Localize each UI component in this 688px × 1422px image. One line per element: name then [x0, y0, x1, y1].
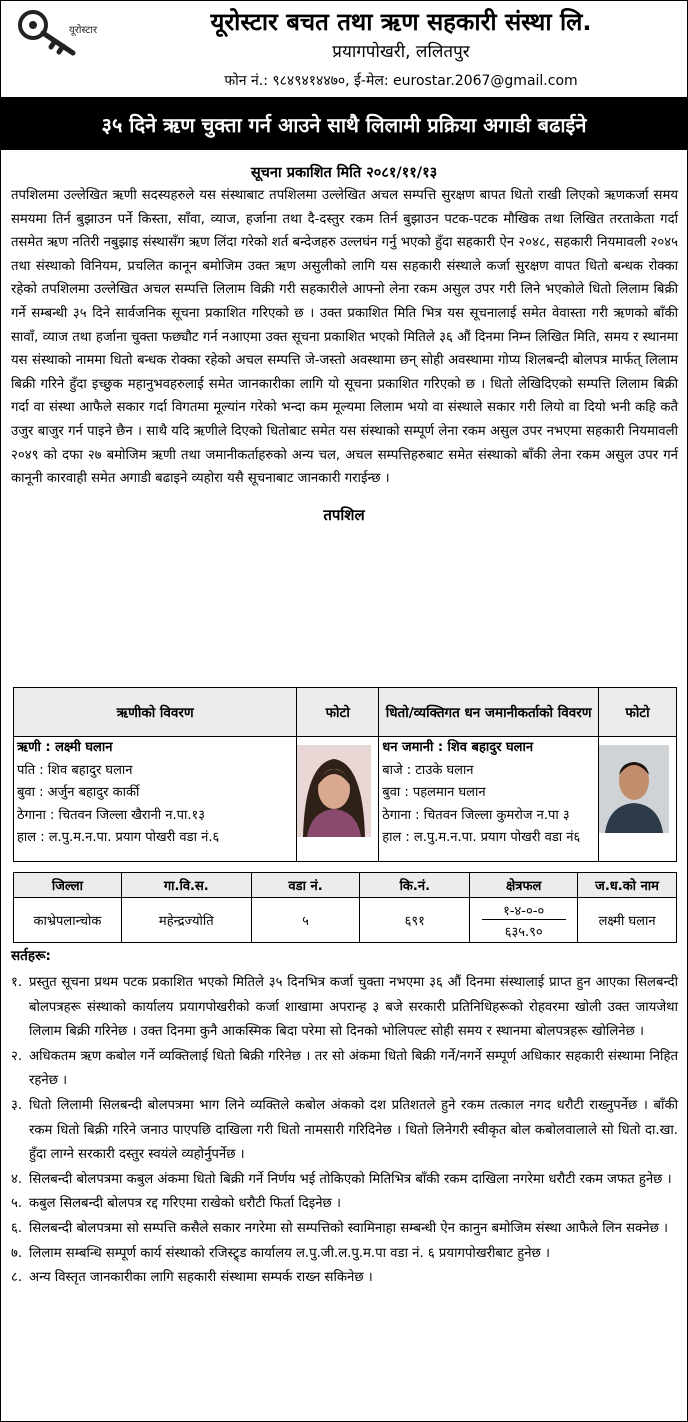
term-item: ५. कबुल सिलबन्दी बोलपत्र रद्द गरिएमा राखेको धरौटी फिर्ता दिइनेछ ।: [11, 1196, 341, 1212]
borrower-father: बुवा : अर्जुन बहादुर कार्की: [17, 785, 140, 800]
guarantor-current-address: हाल : ल.पु.म.न.पा. प्रयाग पोखरी वडा नं६: [382, 830, 581, 845]
borrower-photo: [297, 745, 371, 837]
guarantor-address: ठेगाना : चितवन जिल्ला कुमरोज न.पा ३: [382, 807, 570, 823]
guarantor-photo: [599, 745, 669, 833]
land-header-owner: ज.ध.को नाम: [578, 873, 677, 898]
key-logo-icon: [11, 7, 123, 65]
term-item: ७. लिलाम सम्बन्धि सम्पूर्ण कार्य संस्थाको रजिस्ट्र्ड कार्यालय ल.पु.जी.ल.पु.म.पा वडा नं. ६ प्रयागपोखरीबाट हुनेछ ।: [11, 1245, 550, 1261]
land-table: [13, 872, 677, 943]
photo-header: फोटो: [297, 688, 379, 737]
land-header-kitta: कि.नं.: [360, 873, 470, 898]
header: [1, 1, 687, 98]
borrower-husband: पति : शिव बहादुर घलान: [17, 762, 133, 778]
notice-banner: ३५ दिने ऋण चुक्ता गर्न आउने साथै लिलामी प्रक्रिया अगाडी बढाईने: [1, 98, 687, 150]
guarantor-header: धितो/व्यक्तिगत धन जमानीकर्ताको विवरण: [379, 688, 599, 737]
guarantor-photo-cell: [599, 737, 677, 862]
land-kitta: ६९१: [360, 898, 470, 943]
land-owner: लक्ष्मी घलान: [578, 898, 677, 943]
guarantor-grandfather: बाजे : टाउके घलान: [382, 762, 474, 778]
notice-body: तपशिलमा उल्लेखित ऋणी सदस्यहरुले यस संस्थाबाट तपशिलमा उल्लेखित अचल सम्पत्ति सुरक्षण बापत धितो राखी लिएको ऋणकर्जा समय समयमा तिर्न बुझाउन पर्ने किस्ता, साँवा, व्याज, हर्जाना तथा दै-दस्तुर रकम तिर्न बुझाउन पटक-पटक मौखिक तथा लिखित तरताकेता गर्दा तसमेत ऋण नतिरी नबुझाइ संस्थासँग ऋण लिंदा गरेको शर्त बन्देजहरु उल्लघंन गर्नु भएको हुँदा सहकारी ऐन २०४८, सहकारी नियमावली २०४५ तथा संस्थाको विनियम, प्रचलित कानून बमोजिम उक्त ऋण असुलीको लागि यस सहकारी संस्थाले कर्जा सुरक्षण वापत धितो बन्धक रोक्का रहेको तपशिलमा उल्लेखित अचल सम्पत्ति लिलाम विक्री गरी सहकारीले आफ्नो लेना रकम असुल उपर गरी लिने भएकोले धितो लिलाम बिक्री गर्ने सम्बन्धी ३५ दिने सार्वजनिक सूचना प्रकाशित गरिएको छ । उक्त प्रकाशित मिति भित्र यस सूचनालाई समेत वेवास्ता गरी ऋणको बाँकी सावाँ, व्याज तथा हर्जाना चुक्ता फछ्यौट गर्न नआएमा उक्त सूचना प्रकाशित भएको मितिले ३६ औं दिनमा निम्न लिखित मिति, समय र स्थानमा यस संस्थाको नाममा धितो बन्धक रोक्का रहेको अचल सम्पत्ति जे-जस्तो अवस्थामा छन् सोही अवस्थामा गोप्य शिलबन्दी बोलपत्र मार्फत् लिलाम बिक्री गरिने हुँदा इच्छुक महानुभवहरुलाई समेत जानकारीका लागि यो सूचना प्रकाशित गरिएको छ । धितो लेखिदिएको सम्पत्ति लिलाम बिक्री गर्दा वा संस्था आफैले सकार गर्दा विगतमा मूल्यांन गरेको भन्दा कम मूल्यमा लिलाम भयो वा संस्थाले सकार गरी लियो वा दियो भनी कहि कतै उजुर बाजुर गर्न पाइने छैन । साथै यदि ऋणीले दिएको धितोबाट समेत यस संस्थाको सम्पूर्ण लेना रकम असुल उपर नभएमा सहकारी नियमावली २०४९ को दफा २७ बमोजिम ऋणी तथा जमानीकर्ताहरुको अन्य चल, अचल सम्पत्तिहरुबाट समेत संस्थाको बाँकी लेना रकम असुल उपर गर्न कानूनी कारवाही समेत अगाडी बढाइने व्यहोरा यसै सूचनाबाट जानकारी गराईन्छ ।: [11, 188, 678, 487]
term-item: ३. धितो लिलामी सिलबन्दी बोलपत्रमा भाग लिने व्यक्तिले कबोल अंकको दश प्रतिशतले हुने रकम तत्काल नगद धरौटी राख्नुपर्नेछ । बाँकी रकम धितो बिक्री गरिने जनाउ पाएपछि दाखिला गरी धितो नामसारी गरिदिनेछ । धितो लिनेगरी स्वीकृत बोल कबोलवालाले सो धितो दा.खा. हुँदा लाग्ने सरकारी दस्तुर स्वयंले व्यहोर्नुपर्नेछ ।: [11, 1097, 678, 1163]
guarantor-father: बुवा : पहलमान घलान: [382, 785, 486, 800]
borrower-photo-cell: [297, 737, 379, 862]
organization-contact: फोन नं.: ९८४९४१४४७०, ई-मेल: eurostar.2067@gmail.com: [224, 73, 578, 89]
guarantor-details: [379, 737, 599, 862]
borrower-address: ठेगाना : चितवन जिल्ला खैरानी न.पा.१३: [17, 807, 206, 823]
borrower-table: [13, 687, 677, 862]
svg-text:यूरोस्टार: यूरोस्टार: [69, 25, 98, 36]
borrower-details: [14, 737, 297, 862]
land-ward: ५: [251, 898, 360, 943]
borrower-name: ऋणी : लक्ष्मी घलान: [17, 740, 113, 755]
term-item: ८. अन्य विस्तृत जानकारीका लागि सहकारी संस्थामा सम्पर्क राख्न सकिनेछ ।: [11, 1270, 373, 1286]
land-area: [470, 898, 578, 943]
borrower-current-address: हाल : ल.पु.म.न.पा. प्रयाग पोखरी वडा नं.६: [17, 830, 220, 845]
published-date: सूचना प्रकाशित मिति २०८१/११/१३: [250, 165, 438, 181]
land-area-sqm: ६३५.९०: [504, 924, 543, 940]
land-header-ward: वडा नं.: [251, 873, 360, 898]
land-header-vdc: गा.वि.स.: [121, 873, 251, 898]
details-title: तपशिल: [323, 505, 365, 524]
photo-header-2: फोटो: [599, 688, 677, 737]
terms-list: [11, 971, 678, 1291]
land-district: काभ्रेपलान्चोक: [14, 898, 122, 943]
term-item: १. प्रस्तुत सूचना प्रथम पटक प्रकाशित भएको मितिले ३५ दिनभित्र कर्जा चुक्ता नभएमा ३६ औं दिनमा संस्थालाई प्राप्त हुन आएका सिलबन्दी बोलपत्रहरू संस्थाको कार्यालय प्रयागपोखरीको कर्जा शाखामा अपरान्ह ३ बजे सरकारी प्रतिनिधिहरूको रोहवरमा खोली उक्त जायजेथा लिलाम बिक्री गरिनेछ । उक्त दिनमा कुनै आकस्मिक बिदा परेमा सो दिनको भोलिपल्ट सोही समय र स्थानमा बोलपत्रहरू खोलिनेछ ।: [11, 975, 678, 1040]
term-item: २. अधिकतम ऋण कबोल गर्ने व्यक्तिलाई धितो बिक्री गरिनेछ । तर सो अंकमा धितो बिक्री गर्ने/नगर्ने सम्पूर्ण अधिकार सहकारी संस्थामा निहित रहनेछ ।: [11, 1048, 678, 1089]
organization-location: प्रयागपोखरी, ललितपुर: [332, 42, 470, 62]
land-header-district: जिल्ला: [14, 873, 122, 898]
land-vdc: महेन्द्रज्योति: [121, 898, 251, 943]
guarantor-name: धन जमानी : शिव बहादुर घलान: [382, 740, 534, 755]
land-header-area: क्षेत्रफल: [470, 873, 578, 898]
terms-title: सर्तहरू:: [11, 948, 51, 964]
term-item: ६. सिलबन्दी बोलपत्रमा सो सम्पत्ति कसैले सकार नगरेमा सो सम्पत्तिको स्वामिनाहा सम्बन्धी ऐन कानुन बमोजिम संस्था आफैले लिन सक्नेछ ।: [11, 1220, 669, 1236]
organization-name: यूरोस्टार बचत तथा ऋण सहकारी संस्था लि.: [210, 8, 592, 36]
borrower-header: ऋणीको विवरण: [14, 688, 297, 737]
term-item: ४. सिलबन्दी बोलपत्रमा कबुल अंकमा धितो बिक्री गर्ने निर्णय भई तोकिएको मितिभित्र बाँकी रकम दाखिला नगरेमा धरौटी रकम जफत हुनेछ ।: [11, 1171, 672, 1187]
land-area-ropani: १-४-०-०: [482, 901, 566, 920]
